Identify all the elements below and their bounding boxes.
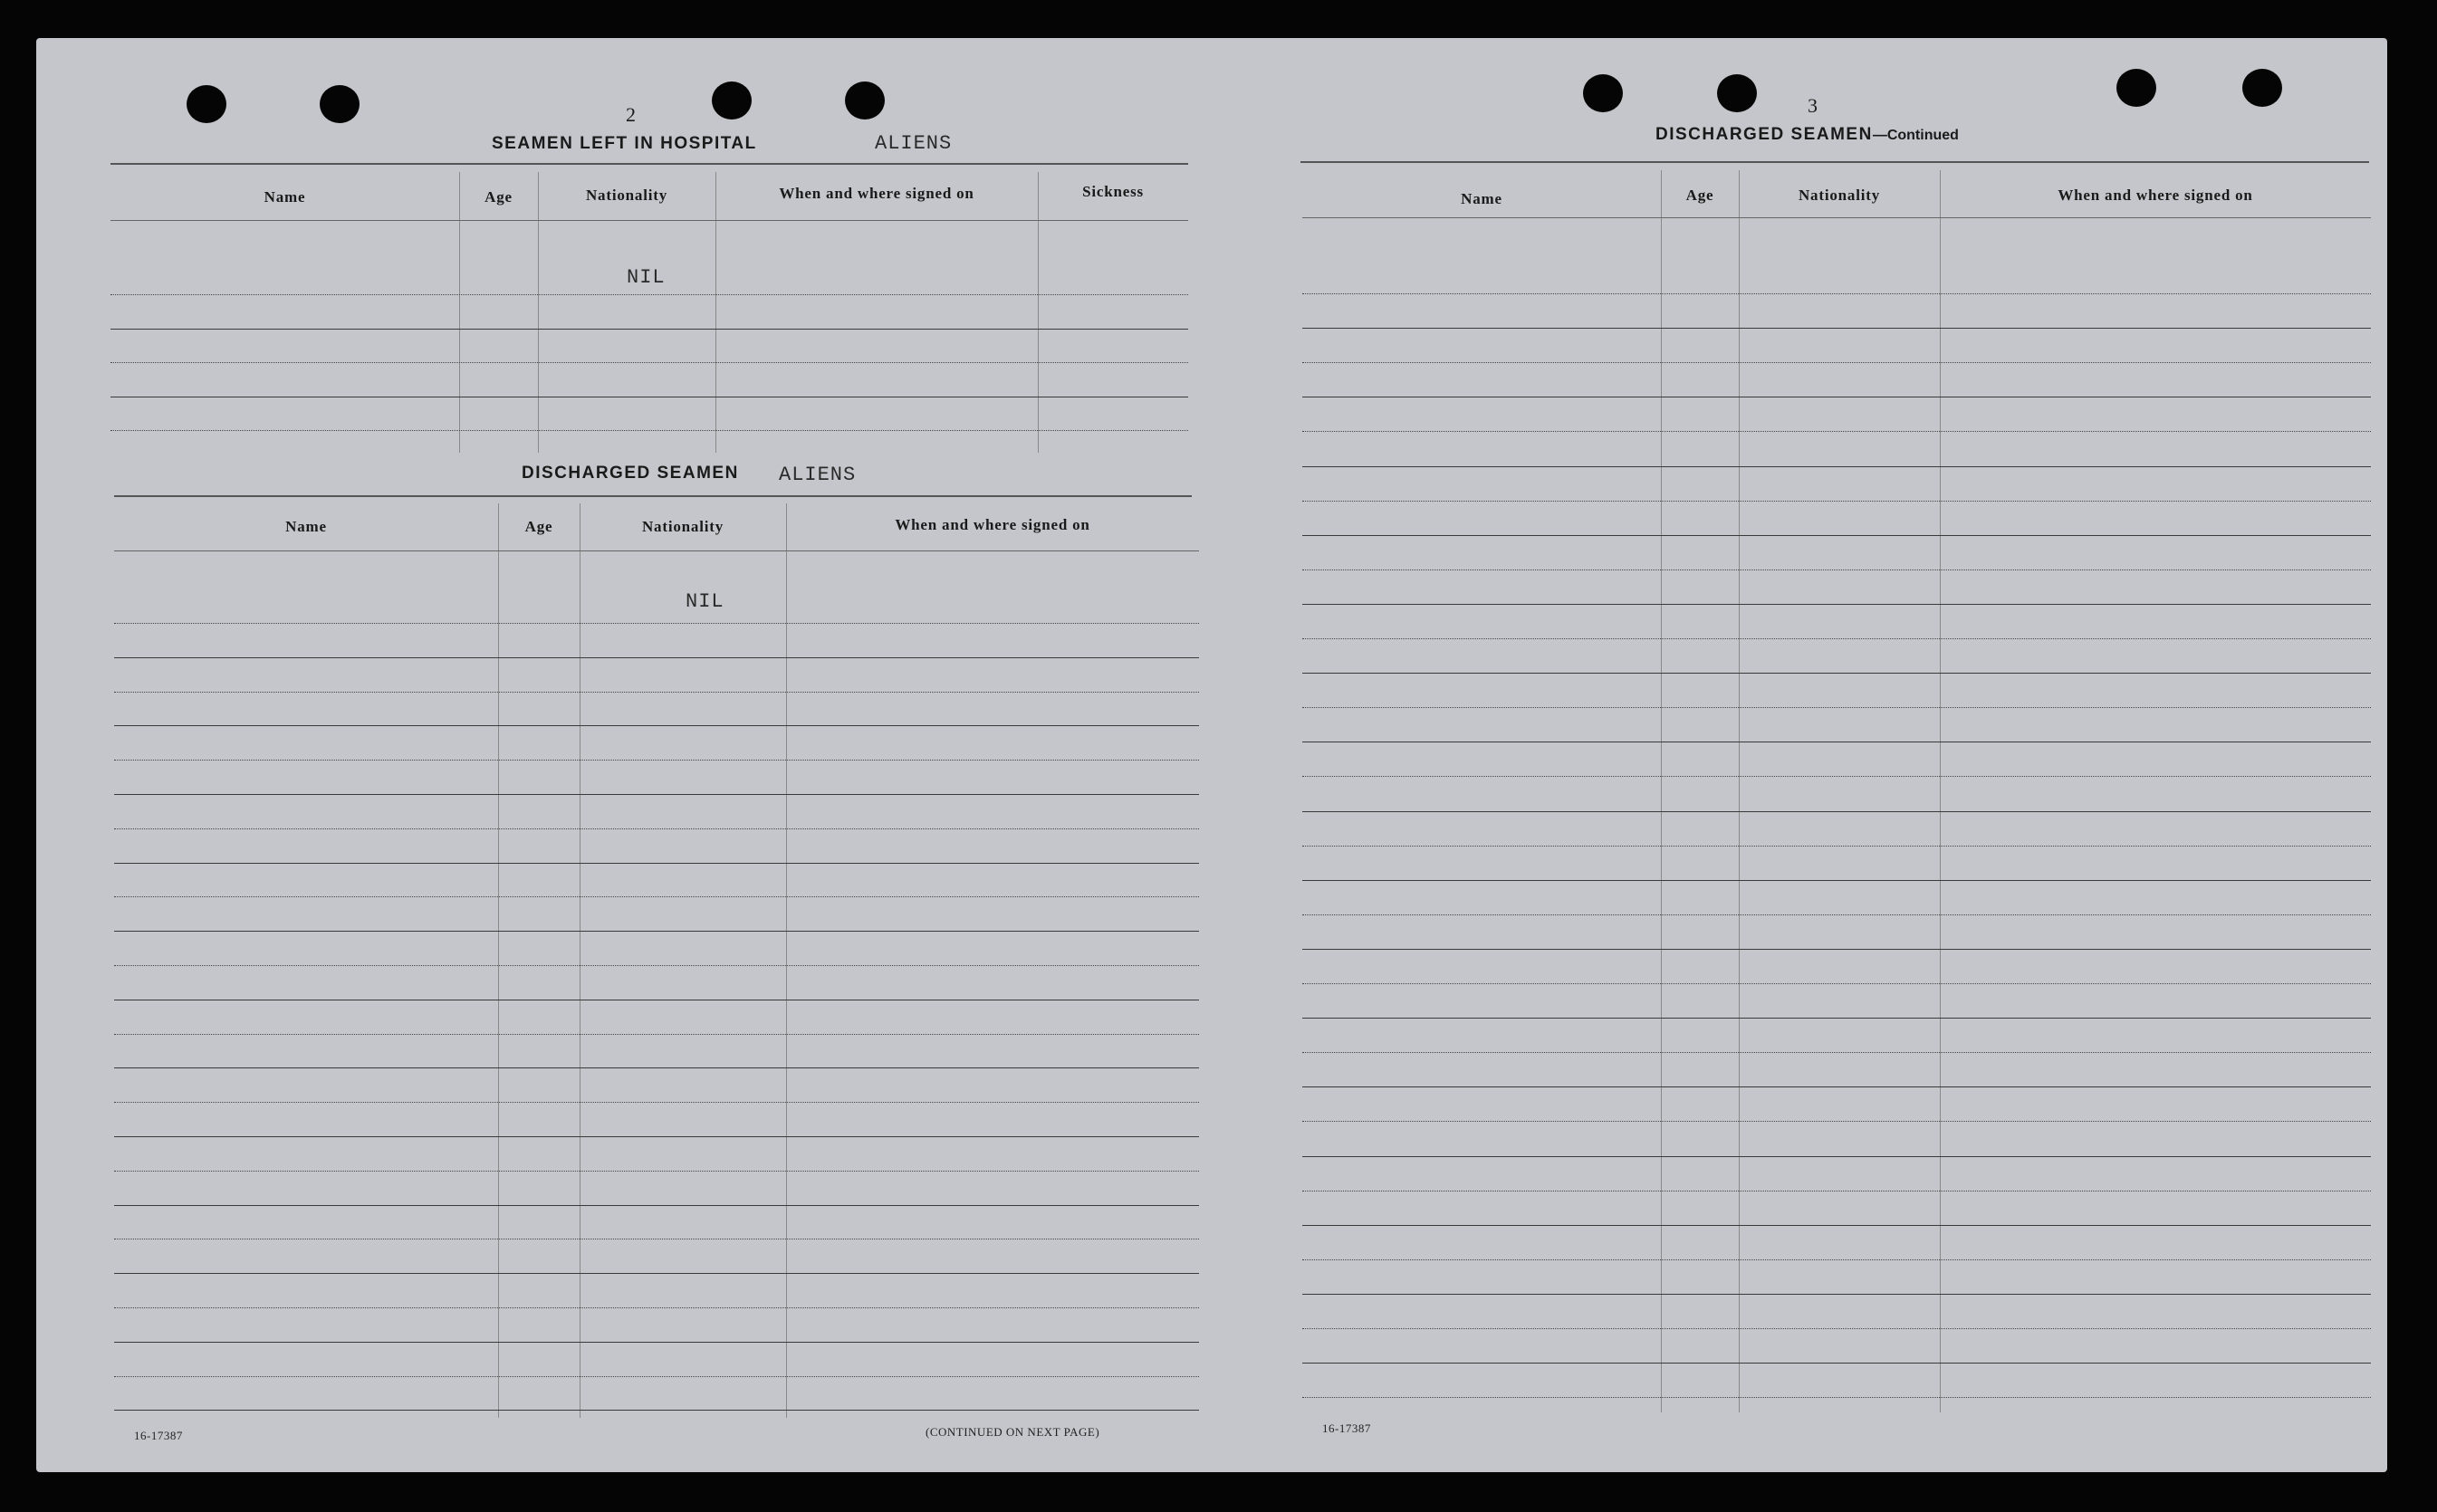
- table-row-line: [1302, 501, 2371, 502]
- right-page-number: 3: [1808, 94, 1818, 117]
- punch-hole: [845, 81, 885, 120]
- table-row-line: [1302, 1259, 2371, 1260]
- table-row-line: [114, 1376, 1199, 1377]
- table-row-line: [1302, 638, 2371, 639]
- table-row-line: [1302, 1156, 2371, 1157]
- right-col-when-where: When and where signed on: [2058, 187, 2253, 204]
- discharged-nationality-entry: NIL: [686, 590, 724, 613]
- table-row-line: [114, 725, 1199, 726]
- table-row-line: [1302, 1363, 2371, 1364]
- table-row-line: [110, 294, 1188, 295]
- discharged-col-nationality: Nationality: [641, 518, 724, 535]
- table-row-line: [1302, 914, 2371, 915]
- table-row-line: [110, 362, 1188, 363]
- table-row-line: [1302, 1121, 2371, 1122]
- table-row-line: [114, 1307, 1199, 1308]
- table-row-line: [1302, 466, 2371, 467]
- punch-hole: [187, 85, 226, 123]
- table-row-line: [114, 896, 1199, 897]
- hospital-col-age: Age: [485, 188, 513, 206]
- table-row-line: [1302, 1294, 2371, 1295]
- table-row-line: [1302, 569, 2371, 570]
- table-row-line: [114, 1205, 1199, 1206]
- discharged-typed-label: ALIENS: [779, 464, 857, 486]
- right-section-title: [1655, 125, 1959, 145]
- hospital-col-name: Name: [264, 188, 306, 206]
- table-row-line: [114, 931, 1199, 932]
- table-row-line: [1302, 811, 2371, 812]
- hospital-typed-label: ALIENS: [875, 132, 953, 155]
- discharged-table-right: [1302, 170, 2371, 1412]
- hospital-col-when-where: When and where signed on: [779, 185, 974, 202]
- punch-hole: [712, 81, 752, 120]
- table-row-line: [114, 623, 1199, 624]
- hospital-col-sickness: Sickness: [1082, 183, 1144, 200]
- table-row-line: [1302, 1086, 2371, 1087]
- table-row-line: [114, 760, 1199, 761]
- right-col-name: Name: [1461, 190, 1502, 207]
- continued-note: (CONTINUED ON NEXT PAGE): [926, 1425, 1100, 1439]
- table-row-line: [114, 1171, 1199, 1172]
- right-top-rule: [1300, 161, 2369, 163]
- table-row-line: [114, 657, 1199, 658]
- table-row-line: [114, 863, 1199, 864]
- table-row-line: [1302, 362, 2371, 363]
- right-title-main: DISCHARGED SEAMEN: [1655, 125, 1873, 144]
- table-row-line: [1302, 328, 2371, 329]
- table-row-line: [1302, 880, 2371, 881]
- left-form-number: 16-17387: [134, 1429, 183, 1442]
- right-col-nationality: Nationality: [1798, 187, 1881, 204]
- table-row-line: [1302, 673, 2371, 674]
- table-row-line: [114, 1067, 1199, 1068]
- table-row-line: [114, 1342, 1199, 1343]
- document-sheet: [36, 38, 2387, 1472]
- table-row-line: [1302, 293, 2371, 294]
- table-row-line: [1302, 983, 2371, 984]
- table-row-line: [1302, 846, 2371, 847]
- table-row-line: [1302, 949, 2371, 950]
- table-row-line: [114, 692, 1199, 693]
- punch-hole: [320, 85, 360, 123]
- table-row-line: [114, 1410, 1199, 1411]
- table-row-line: [1302, 707, 2371, 708]
- table-row-line: [110, 329, 1188, 330]
- discharged-col-when-where: When and where signed on: [895, 516, 1090, 533]
- table-row-line: [1302, 1328, 2371, 1329]
- hospital-table: [110, 172, 1188, 453]
- table-row-line: [1302, 1397, 2371, 1398]
- table-row-line: [114, 965, 1199, 966]
- table-row-line: [114, 794, 1199, 795]
- table-row-line: [1302, 431, 2371, 432]
- discharged-top-rule: [114, 495, 1192, 497]
- table-row-line: [1302, 535, 2371, 536]
- discharged-col-age: Age: [524, 518, 553, 535]
- table-row-line: [114, 1136, 1199, 1137]
- left-page-number: 2: [626, 103, 636, 126]
- table-row-line: [1302, 1052, 2371, 1053]
- punch-hole: [2116, 69, 2156, 107]
- discharged-table-left: [114, 503, 1199, 1418]
- discharged-section-title: DISCHARGED SEAMEN: [522, 464, 739, 483]
- hospital-top-rule: [110, 163, 1188, 165]
- table-row-line: [1302, 776, 2371, 777]
- table-row-line: [114, 1034, 1199, 1035]
- table-row-line: [1302, 1225, 2371, 1226]
- table-row-line: [114, 1273, 1199, 1274]
- punch-hole: [1583, 74, 1623, 112]
- hospital-nationality-entry: NIL: [627, 266, 666, 289]
- right-title-suffix: —Continued: [1872, 128, 1959, 143]
- table-row-line: [114, 1102, 1199, 1103]
- table-row-line: [114, 828, 1199, 829]
- discharged-col-name: Name: [285, 518, 327, 535]
- table-row-line: [1302, 604, 2371, 605]
- punch-hole: [1717, 74, 1757, 112]
- table-row-line: [110, 430, 1188, 431]
- punch-hole: [2242, 69, 2282, 107]
- hospital-section-title: SEAMEN LEFT IN HOSPITAL: [492, 134, 757, 153]
- right-col-age: Age: [1685, 187, 1714, 204]
- table-row-line: [1302, 1018, 2371, 1019]
- hospital-col-nationality: Nationality: [585, 187, 668, 204]
- right-form-number: 16-17387: [1322, 1421, 1371, 1435]
